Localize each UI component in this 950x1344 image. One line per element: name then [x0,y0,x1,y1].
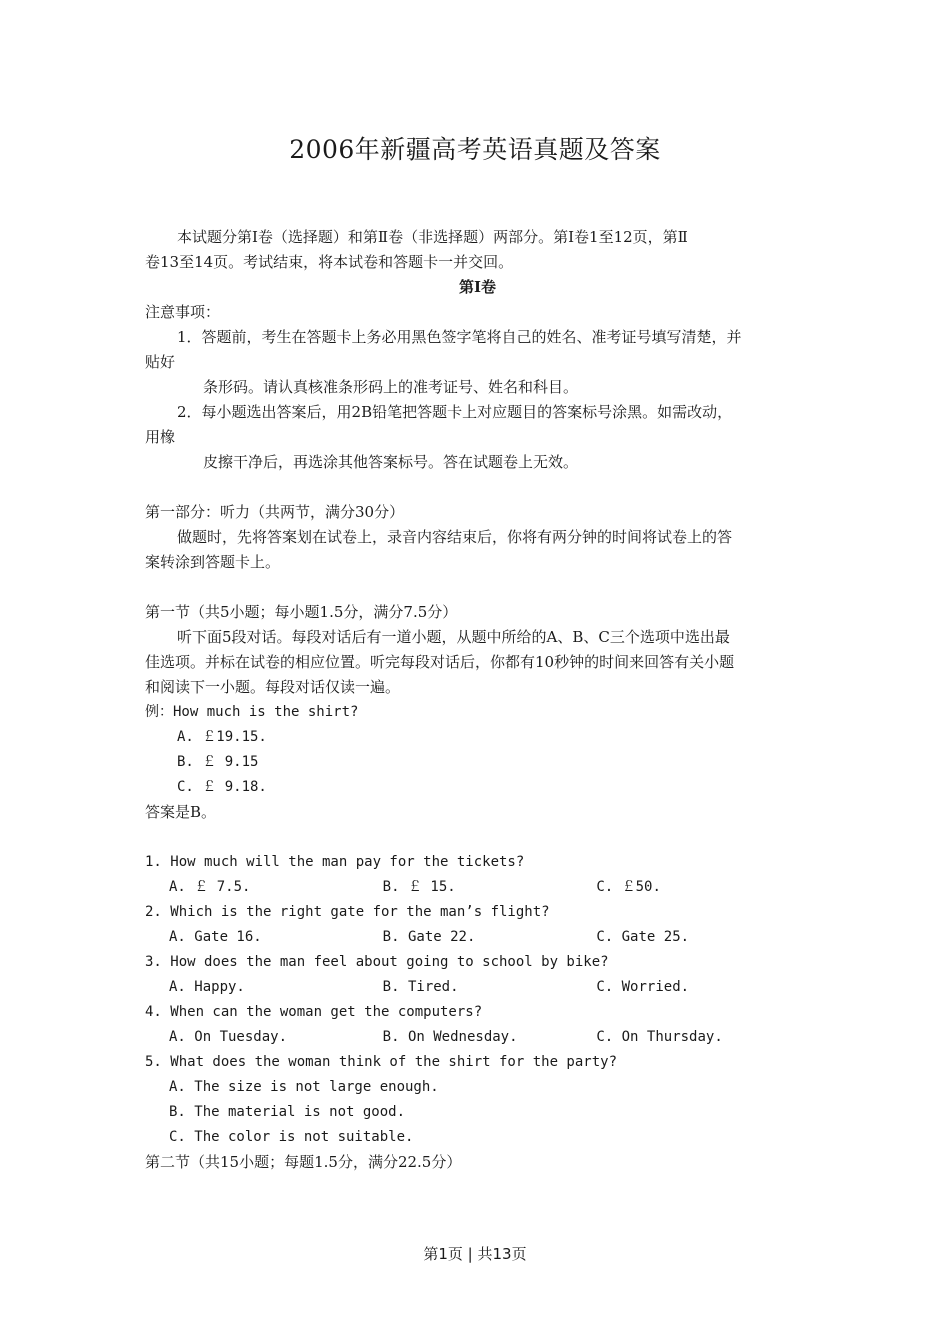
question-1: 1. How much will the man pay for the tickets? [145,854,525,870]
option-a: A. Happy. [169,979,245,995]
option-a: A. The size is not large enough. [169,1079,439,1095]
option-c: C. The color is not suitable. [169,1129,414,1145]
notes-heading: 注意事项： [145,303,221,321]
question-3-options [145,975,810,1000]
question-1-options [145,875,810,900]
option-c: C. Worried. [596,979,690,995]
note-1-line-c: 条形码。请认真核准条形码上的准考证号、姓名和科目。 [203,378,579,396]
document-title: 2006年新疆高考英语真题及答案 [289,135,661,164]
page-footer: 第1页 | 共13页 [423,1245,527,1263]
option-c: C. ￡50. [596,879,661,895]
option-b: B. Tired. [382,979,459,995]
volume-heading: 第Ⅰ卷 [458,278,497,296]
section1-desc-a: 听下面5段对话。每段对话后有一道小题，从题中所给的A、B、C三个选项中选出最 [177,628,730,646]
part1-desc-b: 案转涂到答题卡上。 [145,553,281,571]
section2-heading: 第二节（共15小题；每题1.5分，满分22.5分） [145,1153,462,1171]
note-2-line-c: 皮擦干净后，再选涂其他答案标号。答在试题卷上无效。 [203,453,579,471]
option-c: C. Gate 25. [596,929,690,945]
intro-line-1: 本试题分第Ⅰ卷（选择题）和第Ⅱ卷（非选择题）两部分。第Ⅰ卷1至12页，第Ⅱ [177,228,688,246]
option-b: B. ￡ 15. [382,879,456,895]
note-2-line-a: 2．每小题选出答案后，用2B铅笔把答题卡上对应题目的答案标号涂黑。如需改动， [177,403,733,421]
option-c: C. On Thursday. [596,1029,723,1045]
note-1-line-a: 1．答题前，考生在答题卡上务必用黑色签字笔将自己的姓名、准考证号填写清楚，并 [177,328,742,346]
option-a: A. On Tuesday. [169,1029,288,1045]
document-body [145,225,810,1175]
option-b: B. Gate 22. [382,929,476,945]
note-2-line-b: 用橡 [145,428,176,446]
question-2: 2. Which is the right gate for the man’s flight? [145,904,550,920]
option-a: A. ￡ 7.5. [169,879,251,895]
question-5: 5. What does the woman think of the shirt for the party? [145,1054,618,1070]
example-answer: 答案是B。 [145,803,217,821]
option-b: B. On Wednesday. [382,1029,518,1045]
section1-heading: 第一节（共5小题；每小题1.5分，满分7.5分） [145,603,458,621]
section1-desc-c: 和阅读下一小题。每段对话仅读一遍。 [145,678,401,696]
question-3: 3. How does the man feel about going to school by bike? [145,954,609,970]
question-4-options [145,1025,810,1050]
option-a: A. Gate 16. [169,929,262,945]
example-question: 例：How much is the shirt? [145,704,359,720]
option-b: B. The material is not good. [169,1104,406,1120]
part1-desc-a: 做题时，先将答案划在试卷上，录音内容结束后，你将有两分钟的时间将试卷上的答 [177,528,733,546]
question-4: 4. When can the woman get the computers? [145,1004,483,1020]
question-2-options [145,925,810,950]
example-option-a: A. ￡19.15. [177,729,267,745]
part1-heading: 第一部分：听力（共两节，满分30分） [145,503,405,521]
note-1-line-b: 贴好 [145,353,176,371]
intro-line-2: 卷13至14页。考试结束，将本试卷和答题卡一并交回。 [145,253,514,271]
example-option-b: B. ￡ 9.15 [177,754,259,770]
example-option-c: C. ￡ 9.18. [177,779,267,795]
section1-desc-b: 佳选项。并标在试卷的相应位置。听完每段对话后，你都有10秒钟的时间来回答有关小题 [145,653,735,671]
